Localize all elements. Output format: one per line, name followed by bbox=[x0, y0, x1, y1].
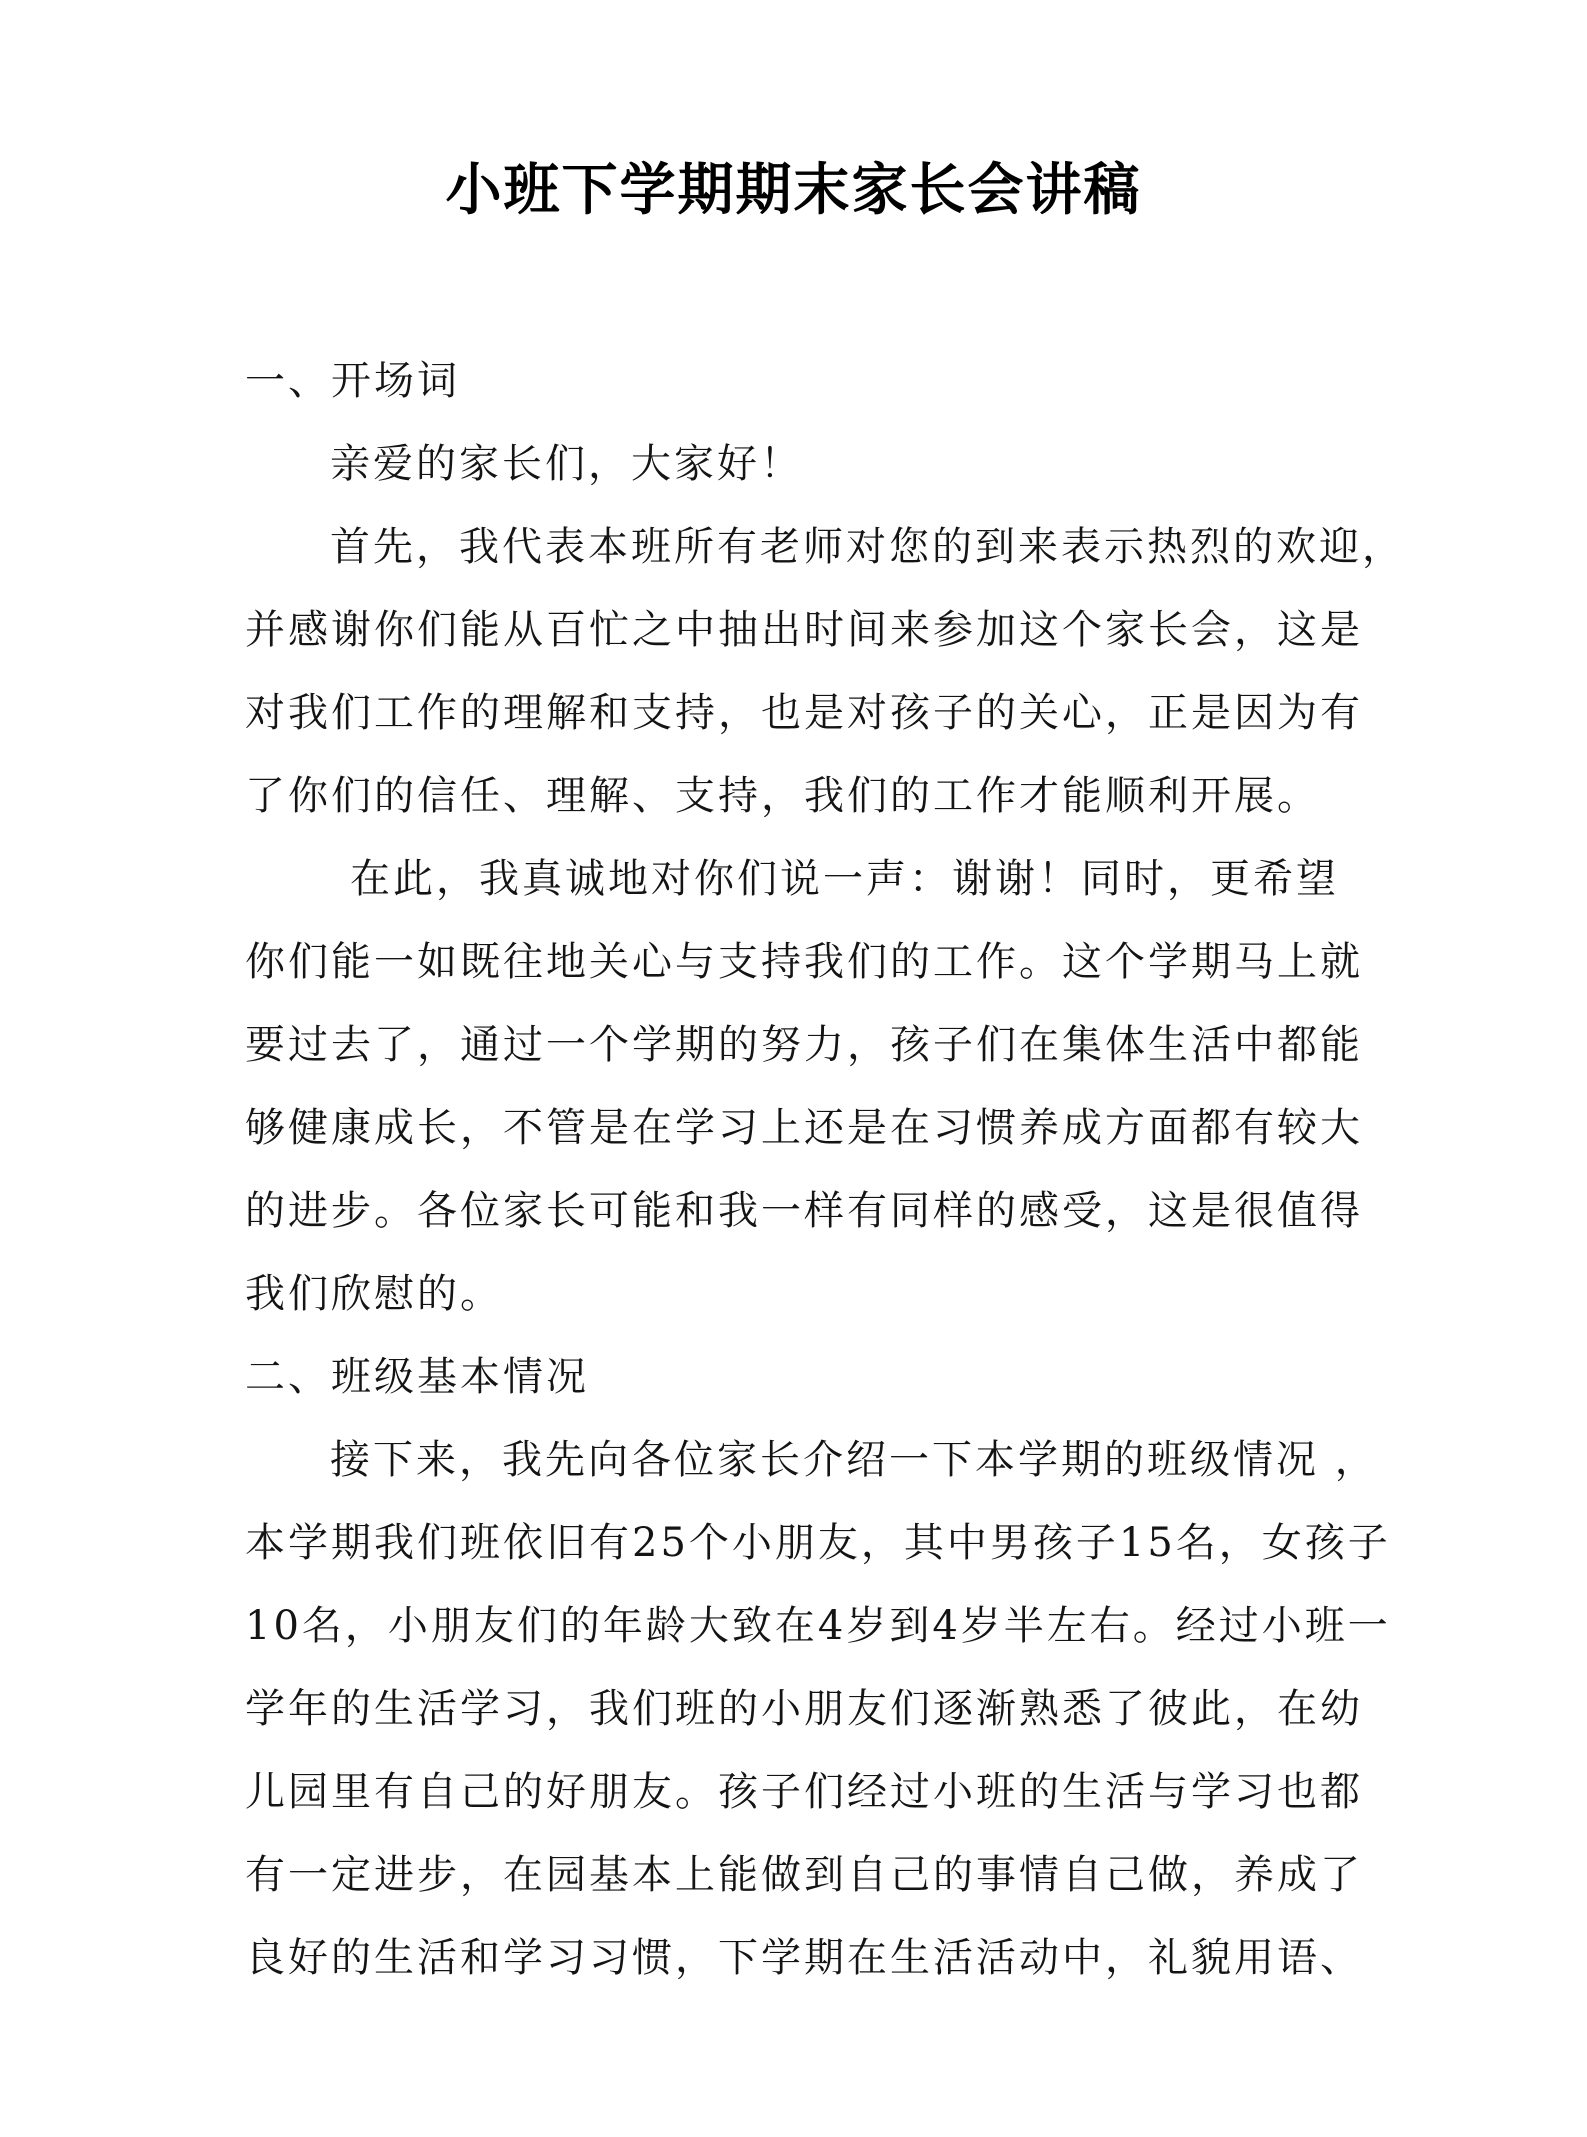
paragraph-line: 良好的生活和学习习惯，下学期在生活活动中，礼貌用语、 bbox=[245, 1935, 1363, 1981]
paragraph-line: 学年的生活学习，我们班的小朋友们逐渐熟悉了彼此，在幼 bbox=[245, 1686, 1363, 1732]
paragraph-line: 我们欣慰的。 bbox=[245, 1271, 503, 1317]
paragraph-line: 儿园里有自己的好朋友。孩子们经过小班的生活与学习也都 bbox=[245, 1769, 1363, 1815]
paragraph-line: 接下来，我先向各位家长介绍一下本学期的班级情况 ， bbox=[330, 1437, 1378, 1483]
document-title: 小班下学期期末家长会讲稿 bbox=[445, 157, 1142, 223]
paragraph-line: 了你们的信任、理解、支持，我们的工作才能顺利开展。 bbox=[245, 773, 1320, 819]
document-body bbox=[245, 340, 1405, 2000]
paragraph-line: 你们能一如既往地关心与支持我们的工作。这个学期马上就 bbox=[245, 939, 1363, 985]
paragraph-line: 10名，小朋友们的年龄大致在4岁到4岁半左右。经过小班一 bbox=[245, 1603, 1391, 1649]
paragraph-line: 首先，我代表本班所有老师对您的到来表示热烈的欢迎， bbox=[330, 524, 1405, 570]
paragraph-line: 在此，我真诚地对你们说一声：谢谢！同时，更希望 bbox=[350, 856, 1339, 902]
section-heading-opening: 一、开场词 bbox=[245, 358, 460, 404]
paragraph-line: 的进步。各位家长可能和我一样有同样的感受，这是很值得 bbox=[245, 1188, 1363, 1234]
paragraph-line: 本学期我们班依旧有25个小朋友，其中男孩子15名，女孩子 bbox=[245, 1520, 1391, 1566]
paragraph-line: 对我们工作的理解和支持，也是对孩子的关心，正是因为有 bbox=[245, 690, 1363, 736]
paragraph-line: 亲爱的家长们，大家好！ bbox=[330, 441, 803, 487]
section-heading-class-overview: 二、班级基本情况 bbox=[245, 1354, 589, 1400]
paragraph-line: 并感谢你们能从百忙之中抽出时间来参加这个家长会，这是 bbox=[245, 607, 1363, 653]
paragraph-line: 要过去了，通过一个学期的努力，孩子们在集体生活中都能 bbox=[245, 1022, 1363, 1068]
paragraph-line: 有一定进步，在园基本上能做到自己的事情自己做，养成了 bbox=[245, 1852, 1363, 1898]
paragraph-line: 够健康成长，不管是在学习上还是在习惯养成方面都有较大 bbox=[245, 1105, 1363, 1151]
